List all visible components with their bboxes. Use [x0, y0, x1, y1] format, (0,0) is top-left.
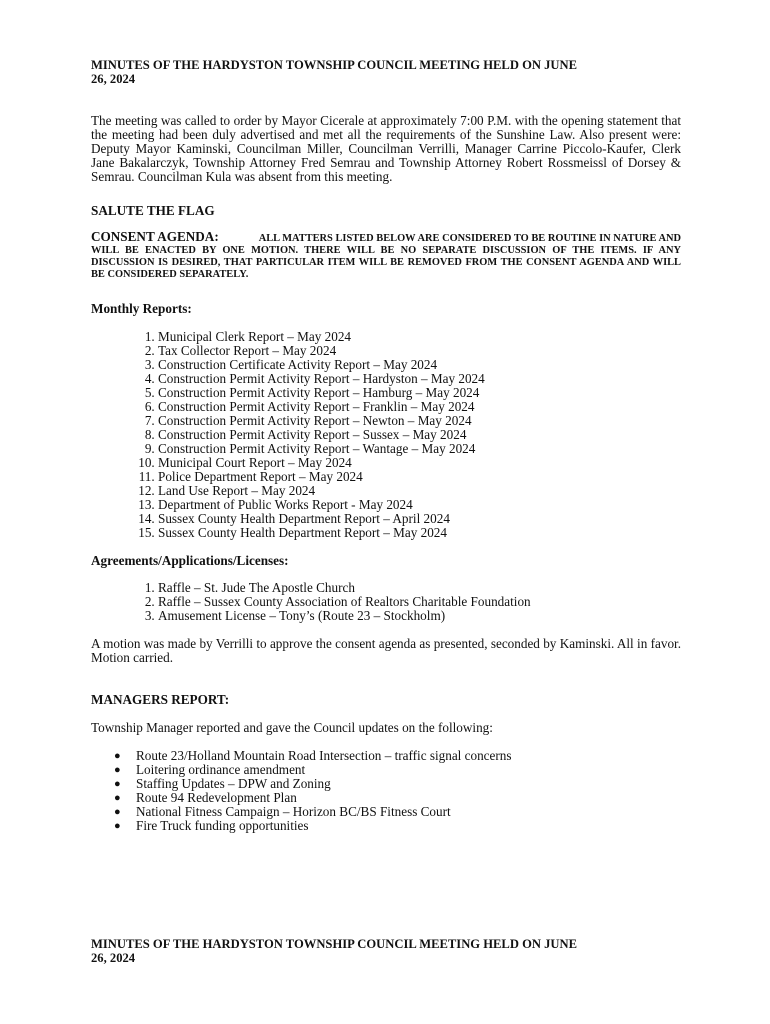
consent-agenda — [91, 231, 681, 281]
list-item: 4. Construction Permit Activity Report – Hardyston – May 2024 — [158, 372, 681, 386]
consent-agenda-label: CONSENT AGENDA: — [91, 229, 219, 244]
list-item: ● Route 23/Holland Mountain Road Intersection – traffic signal concerns — [114, 748, 512, 763]
managers-report-heading: MANAGERS REPORT: — [91, 692, 230, 707]
title-line-1: MINUTES OF THE HARDYSTON TOWNSHIP COUNCIL MEETING HELD ON JUNE — [91, 58, 578, 72]
consent-agenda-text: ALL MATTERS LISTED BELOW ARE CONSIDERED TO BE ROUTINE IN NATURE AND WILL BE ENACTED BY ONE MOTION. THERE WILL BE NO SEPARATE DISCUSSION OF THE ITEMS. IF ANY DISCUSSION IS DESIRED, THAT PARTICULAR ITEM WILL BE REMOVED FROM THE CONSENT AGENDA AND WILL BE CONSIDERED SEPARATELY. — [91, 233, 682, 280]
list-item: ● Fire Truck funding opportunities — [114, 818, 309, 833]
list-item: 11. Police Department Report – May 2024 — [158, 470, 681, 484]
salute-heading: SALUTE THE FLAG — [91, 203, 215, 218]
bullet-icon: ● — [114, 806, 121, 818]
list-item: ● Loitering ordinance amendment — [114, 762, 306, 777]
managers-report-intro: Township Manager reported and gave the Council updates on the following: — [91, 720, 493, 735]
monthly-reports-heading: Monthly Reports: — [91, 301, 192, 316]
list-item: 13. Department of Public Works Report - May 2024 — [158, 498, 681, 512]
list-item: 7. Construction Permit Activity Report – Newton – May 2024 — [158, 414, 681, 428]
list-item: ● Route 94 Redevelopment Plan — [114, 790, 297, 805]
list-item: ● National Fitness Campaign – Horizon BC/BS Fitness Court — [114, 804, 451, 819]
agreements-list — [91, 581, 681, 623]
list-item: 8. Construction Permit Activity Report – Sussex – May 2024 — [158, 428, 681, 442]
bullet-icon: ● — [114, 820, 121, 832]
list-item: 2. Tax Collector Report – May 2024 — [158, 344, 681, 358]
agreements-heading: Agreements/Applications/Licenses: — [91, 553, 289, 568]
list-item: 9. Construction Permit Activity Report – Wantage – May 2024 — [158, 442, 681, 456]
list-item: 6. Construction Permit Activity Report – Franklin – May 2024 — [158, 400, 681, 414]
bullet-icon: ● — [114, 792, 121, 804]
page-footer — [91, 937, 681, 965]
bullet-icon: ● — [114, 750, 121, 762]
list-item: 10. Municipal Court Report – May 2024 — [158, 456, 681, 470]
page-title — [91, 58, 681, 86]
bullet-icon: ● — [114, 778, 121, 790]
footer-title-line-1: MINUTES OF THE HARDYSTON TOWNSHIP COUNCIL MEETING HELD ON JUNE — [91, 937, 578, 951]
monthly-reports-list — [91, 330, 681, 540]
bullet-icon: ● — [114, 764, 121, 776]
list-item: 3. Construction Certificate Activity Report – May 2024 — [158, 358, 681, 372]
opening-paragraph: The meeting was called to order by Mayor Cicerale at approximately 7:00 P.M. with the opening statement that the meeting had been duly advertised and met all the requirements of the Sunshine Law. Also present were: Deputy Mayor Kaminski, Councilman Miller, Councilman Verrilli, Manager Carrine Piccolo-Kaufer, Clerk Jane Bakalarczyk, Township Attorney Fred Semrau and Township Attorney Robert Rossmeissl of Dorsey & Semrau. Councilman Kula was absent from this meeting. — [91, 113, 681, 184]
list-item: ● Staffing Updates – DPW and Zoning — [114, 776, 331, 791]
list-item: 1. Municipal Clerk Report – May 2024 — [158, 330, 681, 344]
list-item: 2. Raffle – Sussex County Association of Realtors Charitable Foundation — [158, 595, 681, 609]
list-item: 1. Raffle – St. Jude The Apostle Church — [158, 581, 681, 595]
footer-title-line-2: 26, 2024 — [91, 951, 136, 965]
motion-paragraph: A motion was made by Verrilli to approve the consent agenda as presented, seconded by Kaminski. All in favor. Motion carried. — [91, 636, 681, 665]
footer-title — [91, 937, 681, 965]
list-item: 5. Construction Permit Activity Report – Hamburg – May 2024 — [158, 386, 681, 400]
managers-report-list — [91, 749, 681, 833]
list-item: 12. Land Use Report – May 2024 — [158, 484, 681, 498]
list-item: 15. Sussex County Health Department Report – May 2024 — [158, 526, 681, 540]
document-page — [91, 58, 681, 833]
list-item: 14. Sussex County Health Department Report – April 2024 — [158, 512, 681, 526]
list-item: 3. Amusement License – Tony’s (Route 23 – Stockholm) — [158, 609, 681, 623]
title-line-2: 26, 2024 — [91, 72, 136, 86]
